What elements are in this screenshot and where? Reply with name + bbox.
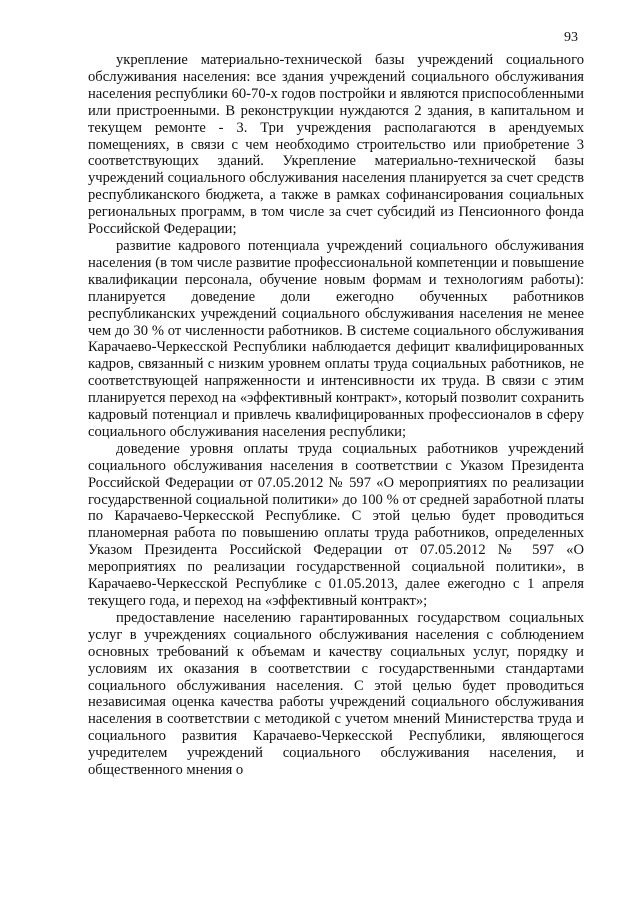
body-text <box>88 52 584 779</box>
page-number: 93 <box>564 30 578 45</box>
paragraph-guaranteed-services: предоставление населению гарантированных государством социальных услуг в учреждениях социального обслуживания населения с соблюдением основных требований к объемам и качеству социальных услуг, порядку и условиям их оказания в соответствии с государственными стандартами социального обслуживания населения. С этой целью будет проводиться независимая оценка качества работы учреждений социального обслуживания населения в соответствии с методикой с учетом мнений Министерства труда и социального развития Карачаево-Черкесской Республики, являющегося учредителем учреждений социального обслуживания населения, и общественного мнения о <box>88 609 584 779</box>
paragraph-wage-level: доведение уровня оплаты труда социальных работников учреждений социального обслуживания населения в соответствии с Указом Президента Российской Федерации от 07.05.2012 № 597 «О мероприятиях по реализации государственной социальной политики» до 100 % от средней заработной платы по Карачаево-Черкесской Республике. С этой целью будет проводиться планомерная работа по повышению оплаты труда работников, определенных Указом Президента Российской Федерации от 07.05.2012 № 597 «О мероприятиях по реализации государственной социальной политики», в Карачаево-Черкесской Республике с 01.05.2013, далее ежегодно с 1 апреля текущего года, и переход на «эффективный контракт»; <box>88 440 584 609</box>
paragraph-staff-development: развитие кадрового потенциала учреждений социального обслуживания населения (в том числе развитие профессиональной компетенции и повышение квалификации персонала, обучение новым формам и технологиям работы): планируется доведение доли ежегодно обученных работников республиканских учреждений социального обслуживания населения не менее чем до 30 % от численности работников. В системе социального обслуживания Карачаево-Черкесской Республики наблюдается дефицит квалифицированных кадров, связанный с низким уровнем оплаты труда социальных работников, не соответствующей напряженности и интенсивности их труда. В связи с этим планируется переход на «эффективный контракт», который позволит сохранить кадровый потенциал и привлечь квалифицированных профессионалов в сферу социального обслуживания населения республики; <box>88 237 584 440</box>
paragraph-material-base: укрепление материально-технической базы учреждений социального обслуживания населения: все здания учреждений социального обслуживания населения республики 60-70-х годов постройки и являются приспособленными или пристроенными. В реконструкции нуждаются 2 здания, в капитальном и текущем ремонте - 3. Три учреждения располагаются в арендуемых помещениях, в связи с чем необходимо строительство или приобретение 3 соответствующих зданий. Укрепление материально-технической базы учреждений социального обслуживания населения планируется за счет средств республиканского бюджета, а также в рамках софинансирования социальных региональных программ, в том числе за счет субсидий из Пенсионного фонда Российской Федерации; <box>88 52 584 238</box>
